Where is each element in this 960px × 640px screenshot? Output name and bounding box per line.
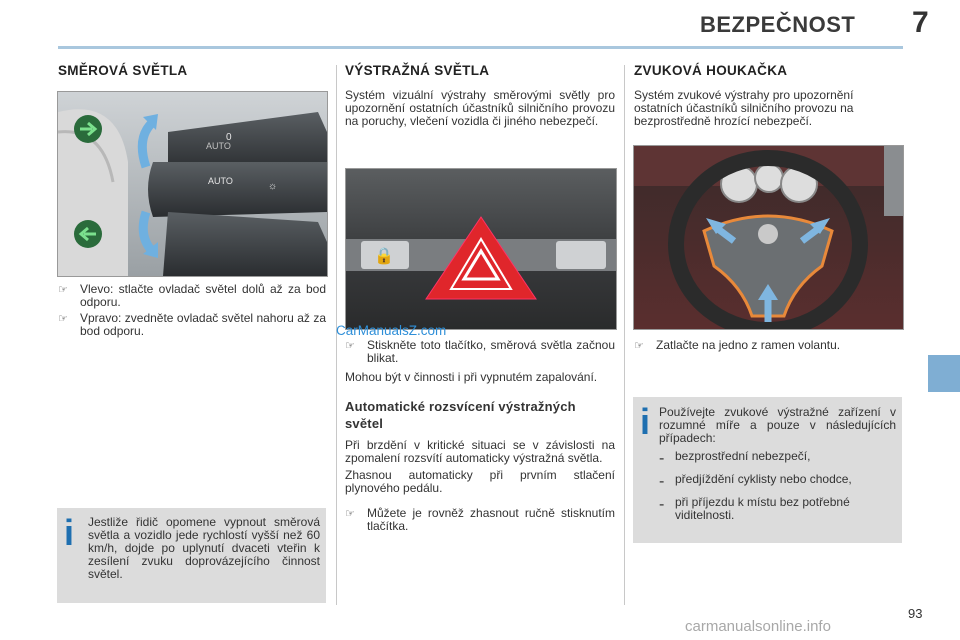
brand-logo-icon [758,224,778,244]
hazard-instructions [345,339,615,533]
hazard-intro: Systém vizuální výstrahy směrovými světly pro upozornění ostatních účastníků silničního provozu na poruchy, vlečení vozidla či jiného nebezpečí. [345,88,615,128]
list-item: ☞ Zatlačte na jedno z ramen volantu. [634,338,841,352]
page-number: 93 [908,606,923,621]
hazard-button-illustration [345,168,617,330]
info-box: i Používejte zvukové výstražné zařízení v rozumné míře a pouze v následujících případech: - bezprostřední nebezpečí, - předjíždění cyklisty nebo chodce, - při příjezdu k místu bez potřebné viditelnosti. [633,397,902,543]
page-title: BEZPEČNOST [700,12,856,37]
watermark-link[interactable]: CarManualsZ.com [336,323,447,338]
auto-hazard-text: Zhasnou automaticky při prvním stlačení plynového pedálu. [345,468,615,495]
chapter-number: 7 [912,6,929,39]
header-rule [58,46,903,49]
hazard-svg [346,169,616,329]
pointer-icon: ☞ [58,313,68,325]
lever-svg [58,92,327,276]
pointer-icon: ☞ [345,340,355,352]
info-box: i Jestliže řidič opomene vypnout směrová světla a vozidlo jede rychlostí vyšší než 60 km/h, dojde po uplynutí dvaceti vteřin k zesílení zvuku doprovázejícího činnost světel. [57,508,326,603]
list-item: - při příjezdu k místu bez potřebné viditelnosti. [659,495,850,522]
turn-signal-instructions [58,283,326,338]
section-heading-turn-signals: SMĚROVÁ SVĚTLA [58,63,188,78]
watermark-text: carmanualsonline.info [685,618,831,635]
info-icon: i [64,512,75,553]
svg-text:AUTO: AUTO [208,176,233,186]
info-icon: i [640,401,651,442]
pointer-icon: ☞ [345,508,355,520]
list-item: - předjíždění cyklisty nebo chodce, [659,472,852,490]
column-divider [624,65,625,605]
horn-instructions [634,339,904,352]
svg-text:0: 0 [226,132,232,143]
svg-text:AUTO: AUTO [206,141,231,151]
turn-signal-illustration [57,91,328,277]
list-item: - bezprostřední nebezpečí, [659,449,811,467]
pointer-icon: ☞ [58,284,68,296]
section-heading-hazard: VÝSTRAŽNÁ SVĚTLA [345,63,490,78]
list-item: ☞ Stiskněte toto tlačítko, směrová světla začnou blikat. [345,338,615,365]
list-item: ☞ Vlevo: stlačte ovladač světel dolů až za bod odporu. [58,282,326,309]
lock-icon: 🔒 [374,246,394,265]
wheel-svg [634,146,903,329]
hazard-note: Mohou být v činnosti i při vypnutém zapalování. [345,370,598,384]
pointer-icon: ☞ [634,340,644,352]
list-item: ☞ Můžete je rovněž zhasnout ručně stisknutím tlačítka. [345,506,615,533]
auto-hazard-text: Při brzdění v kritické situaci se v závislosti na zpomalení rozsvítí automaticky výstražná světla. [345,438,615,465]
steering-wheel-illustration [633,145,904,330]
section-heading-horn: ZVUKOVÁ HOUKAČKA [634,63,788,78]
svg-text:☼: ☼ [268,181,278,192]
horn-intro: Systém zvukové výstrahy pro upozornění ostatních účastníků silničního provozu na bezprostředně hrozící nebezpečí. [634,88,854,128]
chapter-tab [928,355,960,392]
sub-heading-auto-hazard: Automatické rozsvícení výstražných světel [345,399,576,431]
list-item: ☞ Vpravo: zvedněte ovladač světel nahoru až za bod odporu. [58,311,326,338]
